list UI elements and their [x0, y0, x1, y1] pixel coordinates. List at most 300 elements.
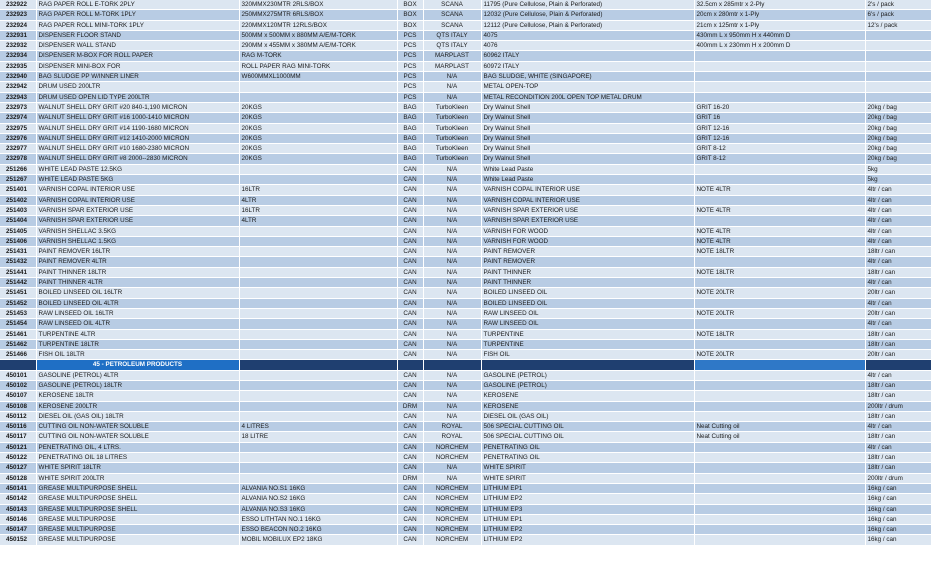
- cell-code: 251452: [0, 298, 36, 308]
- cell-pack: 18ltr / can: [865, 391, 931, 401]
- cell-pack: 12's / pack: [865, 20, 931, 30]
- table-row: [0, 216, 931, 226]
- cell-pack: 200ltr / drum: [865, 401, 931, 411]
- cell-description: BOILED LINSEED OIL 4LTR: [36, 298, 239, 308]
- cell-pack: 18ltr / can: [865, 411, 931, 421]
- cell-spec: [239, 411, 397, 421]
- cell-size: [694, 82, 865, 92]
- cell-code: 450152: [0, 535, 36, 545]
- cell-unit: CAN: [397, 216, 423, 226]
- cell-unit: CAN: [397, 494, 423, 504]
- cell-size: [694, 51, 865, 61]
- cell-description: GREASE MULTIPURPOSE: [36, 525, 239, 535]
- cell-pack: [865, 51, 931, 61]
- cell-spec: [239, 308, 397, 318]
- cell-code: 450116: [0, 422, 36, 432]
- cell-description: BAG SLUDGE PP W/INNER LINER: [36, 72, 239, 82]
- cell-brand: N/A: [423, 278, 481, 288]
- cell-spec: 16LTR: [239, 185, 397, 195]
- cell-code: 450108: [0, 401, 36, 411]
- cell-details: PAINT THINNER: [481, 278, 694, 288]
- cell-description: WHITE SPIRIT 18LTR: [36, 463, 239, 473]
- cell-description: WHITE LEAD PASTE 12.5KG: [36, 164, 239, 174]
- cell-spec: [239, 329, 397, 339]
- cell-description: GREASE MULTIPURPOSE SHELL: [36, 504, 239, 514]
- cell-unit: CAN: [397, 370, 423, 380]
- cell-brand: N/A: [423, 185, 481, 195]
- cell-unit: CAN: [397, 535, 423, 545]
- cell-unit: CAN: [397, 164, 423, 174]
- cell-description: CUTTING OIL NON-WATER SOLUBLE: [36, 432, 239, 442]
- cell-spec: [239, 370, 397, 380]
- cell-spec: [239, 401, 397, 411]
- table-row: [0, 514, 931, 524]
- cell-details: White Lead Paste: [481, 175, 694, 185]
- section-title: 45 - PETROLEUM PRODUCTS: [36, 360, 239, 370]
- section-filler-cell: [423, 360, 481, 370]
- cell-spec: [239, 257, 397, 267]
- cell-unit: CAN: [397, 432, 423, 442]
- table-row: [0, 175, 931, 185]
- cell-details: RAW LINSEED OIL: [481, 319, 694, 329]
- cell-unit: BAG: [397, 113, 423, 123]
- cell-pack: 18ltr / can: [865, 339, 931, 349]
- cell-spec: ROLL PAPER RAG MINI-TORK: [239, 61, 397, 71]
- cell-unit: PCS: [397, 41, 423, 51]
- cell-unit: CAN: [397, 525, 423, 535]
- cell-spec: 16LTR: [239, 205, 397, 215]
- cell-size: NOTE 4LTR: [694, 185, 865, 195]
- cell-brand: TurboKleen: [423, 123, 481, 133]
- cell-code: 232923: [0, 10, 36, 20]
- cell-code: 232977: [0, 144, 36, 154]
- cell-description: PAINT THINNER 18LTR: [36, 267, 239, 277]
- table-row: [0, 494, 931, 504]
- cell-description: WALNUT SHELL DRY GRIT #20 840-1,190 MICRON: [36, 102, 239, 112]
- cell-description: CUTTING OIL NON-WATER SOLUBLE: [36, 422, 239, 432]
- cell-size: [694, 453, 865, 463]
- cell-brand: N/A: [423, 411, 481, 421]
- cell-unit: CAN: [397, 422, 423, 432]
- cell-unit: CAN: [397, 411, 423, 421]
- cell-spec: [239, 82, 397, 92]
- cell-brand: NORCHEM: [423, 504, 481, 514]
- cell-brand: N/A: [423, 257, 481, 267]
- table-row: [0, 226, 931, 236]
- cell-size: NOTE 20LTR: [694, 308, 865, 318]
- cell-unit: CAN: [397, 175, 423, 185]
- cell-description: VARNISH SHELLAC 1.5KG: [36, 236, 239, 246]
- cell-size: [694, 257, 865, 267]
- cell-pack: 4ltr / can: [865, 442, 931, 452]
- cell-spec: [239, 463, 397, 473]
- cell-details: 12112 (Pure Cellulose, Plain & Perforated): [481, 20, 694, 30]
- cell-brand: TurboKleen: [423, 102, 481, 112]
- cell-pack: 2's / pack: [865, 0, 931, 10]
- cell-description: GREASE MULTIPURPOSE: [36, 514, 239, 524]
- cell-spec: [239, 350, 397, 360]
- cell-details: 506 SPECIAL CUTTING OIL: [481, 432, 694, 442]
- table-row: [0, 123, 931, 133]
- cell-size: NOTE 18LTR: [694, 329, 865, 339]
- cell-unit: BAG: [397, 133, 423, 143]
- cell-brand: N/A: [423, 329, 481, 339]
- cell-brand: NORCHEM: [423, 535, 481, 545]
- cell-spec: [239, 339, 397, 349]
- cell-unit: PCS: [397, 30, 423, 40]
- section-filler-cell: [481, 360, 694, 370]
- cell-code: 251461: [0, 329, 36, 339]
- cell-brand: N/A: [423, 236, 481, 246]
- cell-code: 450146: [0, 514, 36, 524]
- cell-spec: 500MM x 500MM x 880MM A/E/M-TORK: [239, 30, 397, 40]
- cell-code: 450112: [0, 411, 36, 421]
- cell-spec: ALVANIA NO.S1 16KG: [239, 483, 397, 493]
- cell-spec: [239, 473, 397, 483]
- cell-brand: NORCHEM: [423, 483, 481, 493]
- cell-brand: N/A: [423, 473, 481, 483]
- table-row: [0, 267, 931, 277]
- cell-code: 450121: [0, 442, 36, 452]
- cell-description: KEROSENE 18LTR: [36, 391, 239, 401]
- cell-code: 251431: [0, 247, 36, 257]
- section-filler-cell: [694, 360, 865, 370]
- cell-spec: [239, 92, 397, 102]
- cell-pack: 4ltr / can: [865, 257, 931, 267]
- cell-brand: TurboKleen: [423, 154, 481, 164]
- table-row: [0, 442, 931, 452]
- cell-size: [694, 319, 865, 329]
- cell-unit: CAN: [397, 380, 423, 390]
- cell-pack: 4ltr / can: [865, 370, 931, 380]
- cell-pack: [865, 30, 931, 40]
- cell-description: WALNUT SHELL DRY GRIT #14 1190-1680 MICRON: [36, 123, 239, 133]
- cell-size: [694, 504, 865, 514]
- cell-spec: [239, 453, 397, 463]
- cell-description: DRUM USED OPEN LID TYPE 200LTR: [36, 92, 239, 102]
- cell-size: [694, 72, 865, 82]
- cell-details: WHITE SPIRIT: [481, 473, 694, 483]
- cell-pack: 5kg: [865, 164, 931, 174]
- cell-size: NOTE 18LTR: [694, 267, 865, 277]
- cell-size: [694, 483, 865, 493]
- table-row: [0, 288, 931, 298]
- cell-pack: 20kg / bag: [865, 113, 931, 123]
- cell-description: WALNUT SHELL DRY GRIT #8 2000--2830 MICRON: [36, 154, 239, 164]
- table-row: [0, 247, 931, 257]
- table-row: [0, 422, 931, 432]
- table-row: [0, 51, 931, 61]
- section-header-row: [0, 360, 931, 370]
- table-row: [0, 504, 931, 514]
- table-row: [0, 483, 931, 493]
- cell-pack: 200ltr / drum: [865, 473, 931, 483]
- cell-unit: CAN: [397, 350, 423, 360]
- table-row: [0, 473, 931, 483]
- cell-brand: N/A: [423, 72, 481, 82]
- cell-unit: CAN: [397, 329, 423, 339]
- cell-description: GREASE MULTIPURPOSE: [36, 535, 239, 545]
- cell-spec: [239, 288, 397, 298]
- cell-brand: TurboKleen: [423, 133, 481, 143]
- cell-brand: ROYAL: [423, 422, 481, 432]
- table-row: [0, 164, 931, 174]
- cell-description: TURPENTINE 18LTR: [36, 339, 239, 349]
- section-filler-cell: [397, 360, 423, 370]
- cell-details: BAG SLUDGE, WHITE (SINGAPORE): [481, 72, 694, 82]
- cell-code: 232978: [0, 154, 36, 164]
- table-row: [0, 463, 931, 473]
- table-row: [0, 205, 931, 215]
- cell-code: 251442: [0, 278, 36, 288]
- cell-description: VARNISH SHELLAC 3.5KG: [36, 226, 239, 236]
- cell-brand: SCANA: [423, 0, 481, 10]
- cell-details: Dry Walnut Shell: [481, 102, 694, 112]
- cell-description: WHITE SPIRIT 200LTR: [36, 473, 239, 483]
- cell-pack: 4ltr / can: [865, 298, 931, 308]
- cell-unit: CAN: [397, 463, 423, 473]
- cell-details: PENETRATING OIL: [481, 453, 694, 463]
- cell-details: Dry Walnut Shell: [481, 154, 694, 164]
- cell-description: DISPENSER FLOOR STAND: [36, 30, 239, 40]
- cell-size: Neat Cutting oil: [694, 432, 865, 442]
- cell-unit: BAG: [397, 123, 423, 133]
- cell-description: VARNISH COPAL INTERIOR USE: [36, 185, 239, 195]
- cell-description: GREASE MULTIPURPOSE SHELL: [36, 494, 239, 504]
- cell-details: VARNISH SPAR EXTERIOR USE: [481, 216, 694, 226]
- table-row: [0, 185, 931, 195]
- cell-pack: 4ltr / can: [865, 319, 931, 329]
- cell-spec: ALVANIA NO.S3 16KG: [239, 504, 397, 514]
- cell-pack: 18ltr / can: [865, 267, 931, 277]
- table-row: [0, 102, 931, 112]
- cell-unit: CAN: [397, 267, 423, 277]
- cell-spec: 220MMX120MTR 12RLS/BOX: [239, 20, 397, 30]
- cell-unit: PCS: [397, 72, 423, 82]
- cell-spec: [239, 278, 397, 288]
- cell-code: 450101: [0, 370, 36, 380]
- cell-spec: [239, 175, 397, 185]
- table-row: [0, 41, 931, 51]
- cell-brand: NORCHEM: [423, 494, 481, 504]
- cell-unit: DRM: [397, 473, 423, 483]
- cell-unit: BOX: [397, 10, 423, 20]
- cell-code: 450141: [0, 483, 36, 493]
- cell-pack: 4ltr / can: [865, 278, 931, 288]
- cell-details: METAL OPEN-TOP: [481, 82, 694, 92]
- cell-code: 450147: [0, 525, 36, 535]
- cell-details: KEROSENE: [481, 391, 694, 401]
- cell-description: RAG PAPER ROLL MINI-TORK 1PLY: [36, 20, 239, 30]
- cell-brand: N/A: [423, 380, 481, 390]
- cell-size: [694, 391, 865, 401]
- cell-code: 251266: [0, 164, 36, 174]
- cell-code: 251404: [0, 216, 36, 226]
- cell-description: DISPENSER M-BOX FOR ROLL PAPER: [36, 51, 239, 61]
- cell-pack: 20kg / bag: [865, 133, 931, 143]
- cell-code: 450128: [0, 473, 36, 483]
- cell-pack: 20ltr / can: [865, 288, 931, 298]
- cell-code: 232931: [0, 30, 36, 40]
- cell-pack: [865, 72, 931, 82]
- cell-unit: PCS: [397, 51, 423, 61]
- cell-details: PAINT REMOVER: [481, 257, 694, 267]
- cell-unit: CAN: [397, 453, 423, 463]
- cell-brand: N/A: [423, 350, 481, 360]
- cell-size: [694, 401, 865, 411]
- cell-spec: [239, 247, 397, 257]
- table-row: [0, 133, 931, 143]
- cell-description: RAG PAPER ROLL E-TORK 2PLY: [36, 0, 239, 10]
- cell-brand: N/A: [423, 339, 481, 349]
- cell-size: [694, 514, 865, 524]
- cell-brand: NORCHEM: [423, 514, 481, 524]
- table-row: [0, 350, 931, 360]
- cell-size: [694, 411, 865, 421]
- cell-details: VARNISH FOR WOOD: [481, 236, 694, 246]
- cell-spec: [239, 164, 397, 174]
- cell-code: 232976: [0, 133, 36, 143]
- cell-description: GREASE MULTIPURPOSE SHELL: [36, 483, 239, 493]
- cell-description: PAINT REMOVER 16LTR: [36, 247, 239, 257]
- cell-details: METAL RECONDITION 200L OPEN TOP METAL DRUM: [481, 92, 694, 102]
- cell-details: BOILED LINSEED OIL: [481, 288, 694, 298]
- cell-description: PENETRATING OIL, 4 LTRS.: [36, 442, 239, 452]
- table-row: [0, 82, 931, 92]
- cell-size: [694, 339, 865, 349]
- cell-details: DIESEL OIL (GAS OIL): [481, 411, 694, 421]
- cell-description: DISPENSER WALL STAND: [36, 41, 239, 51]
- cell-details: WHITE SPIRIT: [481, 463, 694, 473]
- cell-pack: 20kg / bag: [865, 154, 931, 164]
- cell-unit: PCS: [397, 61, 423, 71]
- cell-details: PAINT THINNER: [481, 267, 694, 277]
- cell-unit: CAN: [397, 195, 423, 205]
- cell-size: [694, 298, 865, 308]
- cell-pack: 20kg / bag: [865, 102, 931, 112]
- cell-unit: CAN: [397, 391, 423, 401]
- cell-description: FISH OIL 18LTR: [36, 350, 239, 360]
- cell-details: 4076: [481, 41, 694, 51]
- cell-unit: CAN: [397, 288, 423, 298]
- cell-size: [694, 278, 865, 288]
- cell-description: DIESEL OIL (GAS OIL) 18LTR: [36, 411, 239, 421]
- cell-brand: N/A: [423, 288, 481, 298]
- cell-unit: BOX: [397, 20, 423, 30]
- cell-pack: 18ltr / can: [865, 432, 931, 442]
- cell-description: DRUM USED 200LTR: [36, 82, 239, 92]
- cell-details: GASOLINE (PETROL): [481, 380, 694, 390]
- cell-unit: DRM: [397, 401, 423, 411]
- cell-details: 506 SPECIAL CUTTING OIL: [481, 422, 694, 432]
- table-row: [0, 391, 931, 401]
- cell-spec: [239, 442, 397, 452]
- cell-pack: 4ltr / can: [865, 205, 931, 215]
- cell-description: VARNISH SPAR EXTERIOR USE: [36, 216, 239, 226]
- cell-size: NOTE 4LTR: [694, 226, 865, 236]
- cell-brand: NORCHEM: [423, 453, 481, 463]
- cell-spec: W600MMXL1000MM: [239, 72, 397, 82]
- cell-unit: CAN: [397, 442, 423, 452]
- cell-brand: N/A: [423, 267, 481, 277]
- cell-details: PAINT REMOVER: [481, 247, 694, 257]
- cell-brand: N/A: [423, 391, 481, 401]
- cell-brand: N/A: [423, 370, 481, 380]
- cell-unit: CAN: [397, 339, 423, 349]
- cell-size: [694, 494, 865, 504]
- cell-unit: PCS: [397, 82, 423, 92]
- table-row: [0, 144, 931, 154]
- cell-spec: 320MMX230MTR 2RLS/BOX: [239, 0, 397, 10]
- cell-brand: N/A: [423, 164, 481, 174]
- cell-spec: ESSO BEACON NO.2 16KG: [239, 525, 397, 535]
- cell-description: KEROSENE 200LTR: [36, 401, 239, 411]
- cell-pack: 4ltr / can: [865, 216, 931, 226]
- cell-brand: N/A: [423, 195, 481, 205]
- cell-size: GRIT 16: [694, 113, 865, 123]
- table-row: [0, 380, 931, 390]
- cell-spec: 4LTR: [239, 216, 397, 226]
- cell-brand: QTS ITALY: [423, 30, 481, 40]
- cell-code: 450143: [0, 504, 36, 514]
- cell-details: VARNISH COPAL INTERIOR USE: [481, 185, 694, 195]
- table-row: [0, 453, 931, 463]
- cell-code: 251401: [0, 185, 36, 195]
- cell-brand: SCANA: [423, 20, 481, 30]
- cell-unit: CAN: [397, 185, 423, 195]
- cell-pack: 6's / pack: [865, 10, 931, 20]
- cell-details: KEROSENE: [481, 401, 694, 411]
- table-row: [0, 30, 931, 40]
- cell-pack: 4ltr / can: [865, 236, 931, 246]
- cell-size: [694, 175, 865, 185]
- cell-details: VARNISH COPAL INTERIOR USE: [481, 195, 694, 205]
- cell-size: [694, 92, 865, 102]
- cell-spec: 4 LITRES: [239, 422, 397, 432]
- cell-pack: 16kg / can: [865, 483, 931, 493]
- cell-description: RAG PAPER ROLL M-TORK 1PLY: [36, 10, 239, 20]
- cell-brand: N/A: [423, 401, 481, 411]
- table-row: [0, 92, 931, 102]
- cell-code: 251466: [0, 350, 36, 360]
- cell-description: GASOLINE (PETROL) 4LTR: [36, 370, 239, 380]
- table-row: [0, 535, 931, 545]
- cell-description: GASOLINE (PETROL) 18LTR: [36, 380, 239, 390]
- cell-pack: 18ltr / can: [865, 380, 931, 390]
- cell-spec: [239, 236, 397, 246]
- table-row: [0, 308, 931, 318]
- cell-details: LITHIUM EP1: [481, 514, 694, 524]
- cell-pack: [865, 61, 931, 71]
- cell-description: PAINT THINNER 4LTR: [36, 278, 239, 288]
- cell-spec: [239, 267, 397, 277]
- cell-pack: 18ltr / can: [865, 453, 931, 463]
- cell-details: Dry Walnut Shell: [481, 144, 694, 154]
- cell-unit: CAN: [397, 504, 423, 514]
- cell-code: 251405: [0, 226, 36, 236]
- cell-size: NOTE 4LTR: [694, 236, 865, 246]
- cell-details: LITHIUM EP2: [481, 525, 694, 535]
- table-row: [0, 154, 931, 164]
- cell-pack: [865, 92, 931, 102]
- cell-size: GRIT 8-12: [694, 154, 865, 164]
- cell-details: LITHIUM EP1: [481, 483, 694, 493]
- section-code-cell: [0, 360, 36, 370]
- cell-spec: 20KGS: [239, 123, 397, 133]
- cell-spec: [239, 226, 397, 236]
- cell-unit: CAN: [397, 298, 423, 308]
- cell-unit: CAN: [397, 514, 423, 524]
